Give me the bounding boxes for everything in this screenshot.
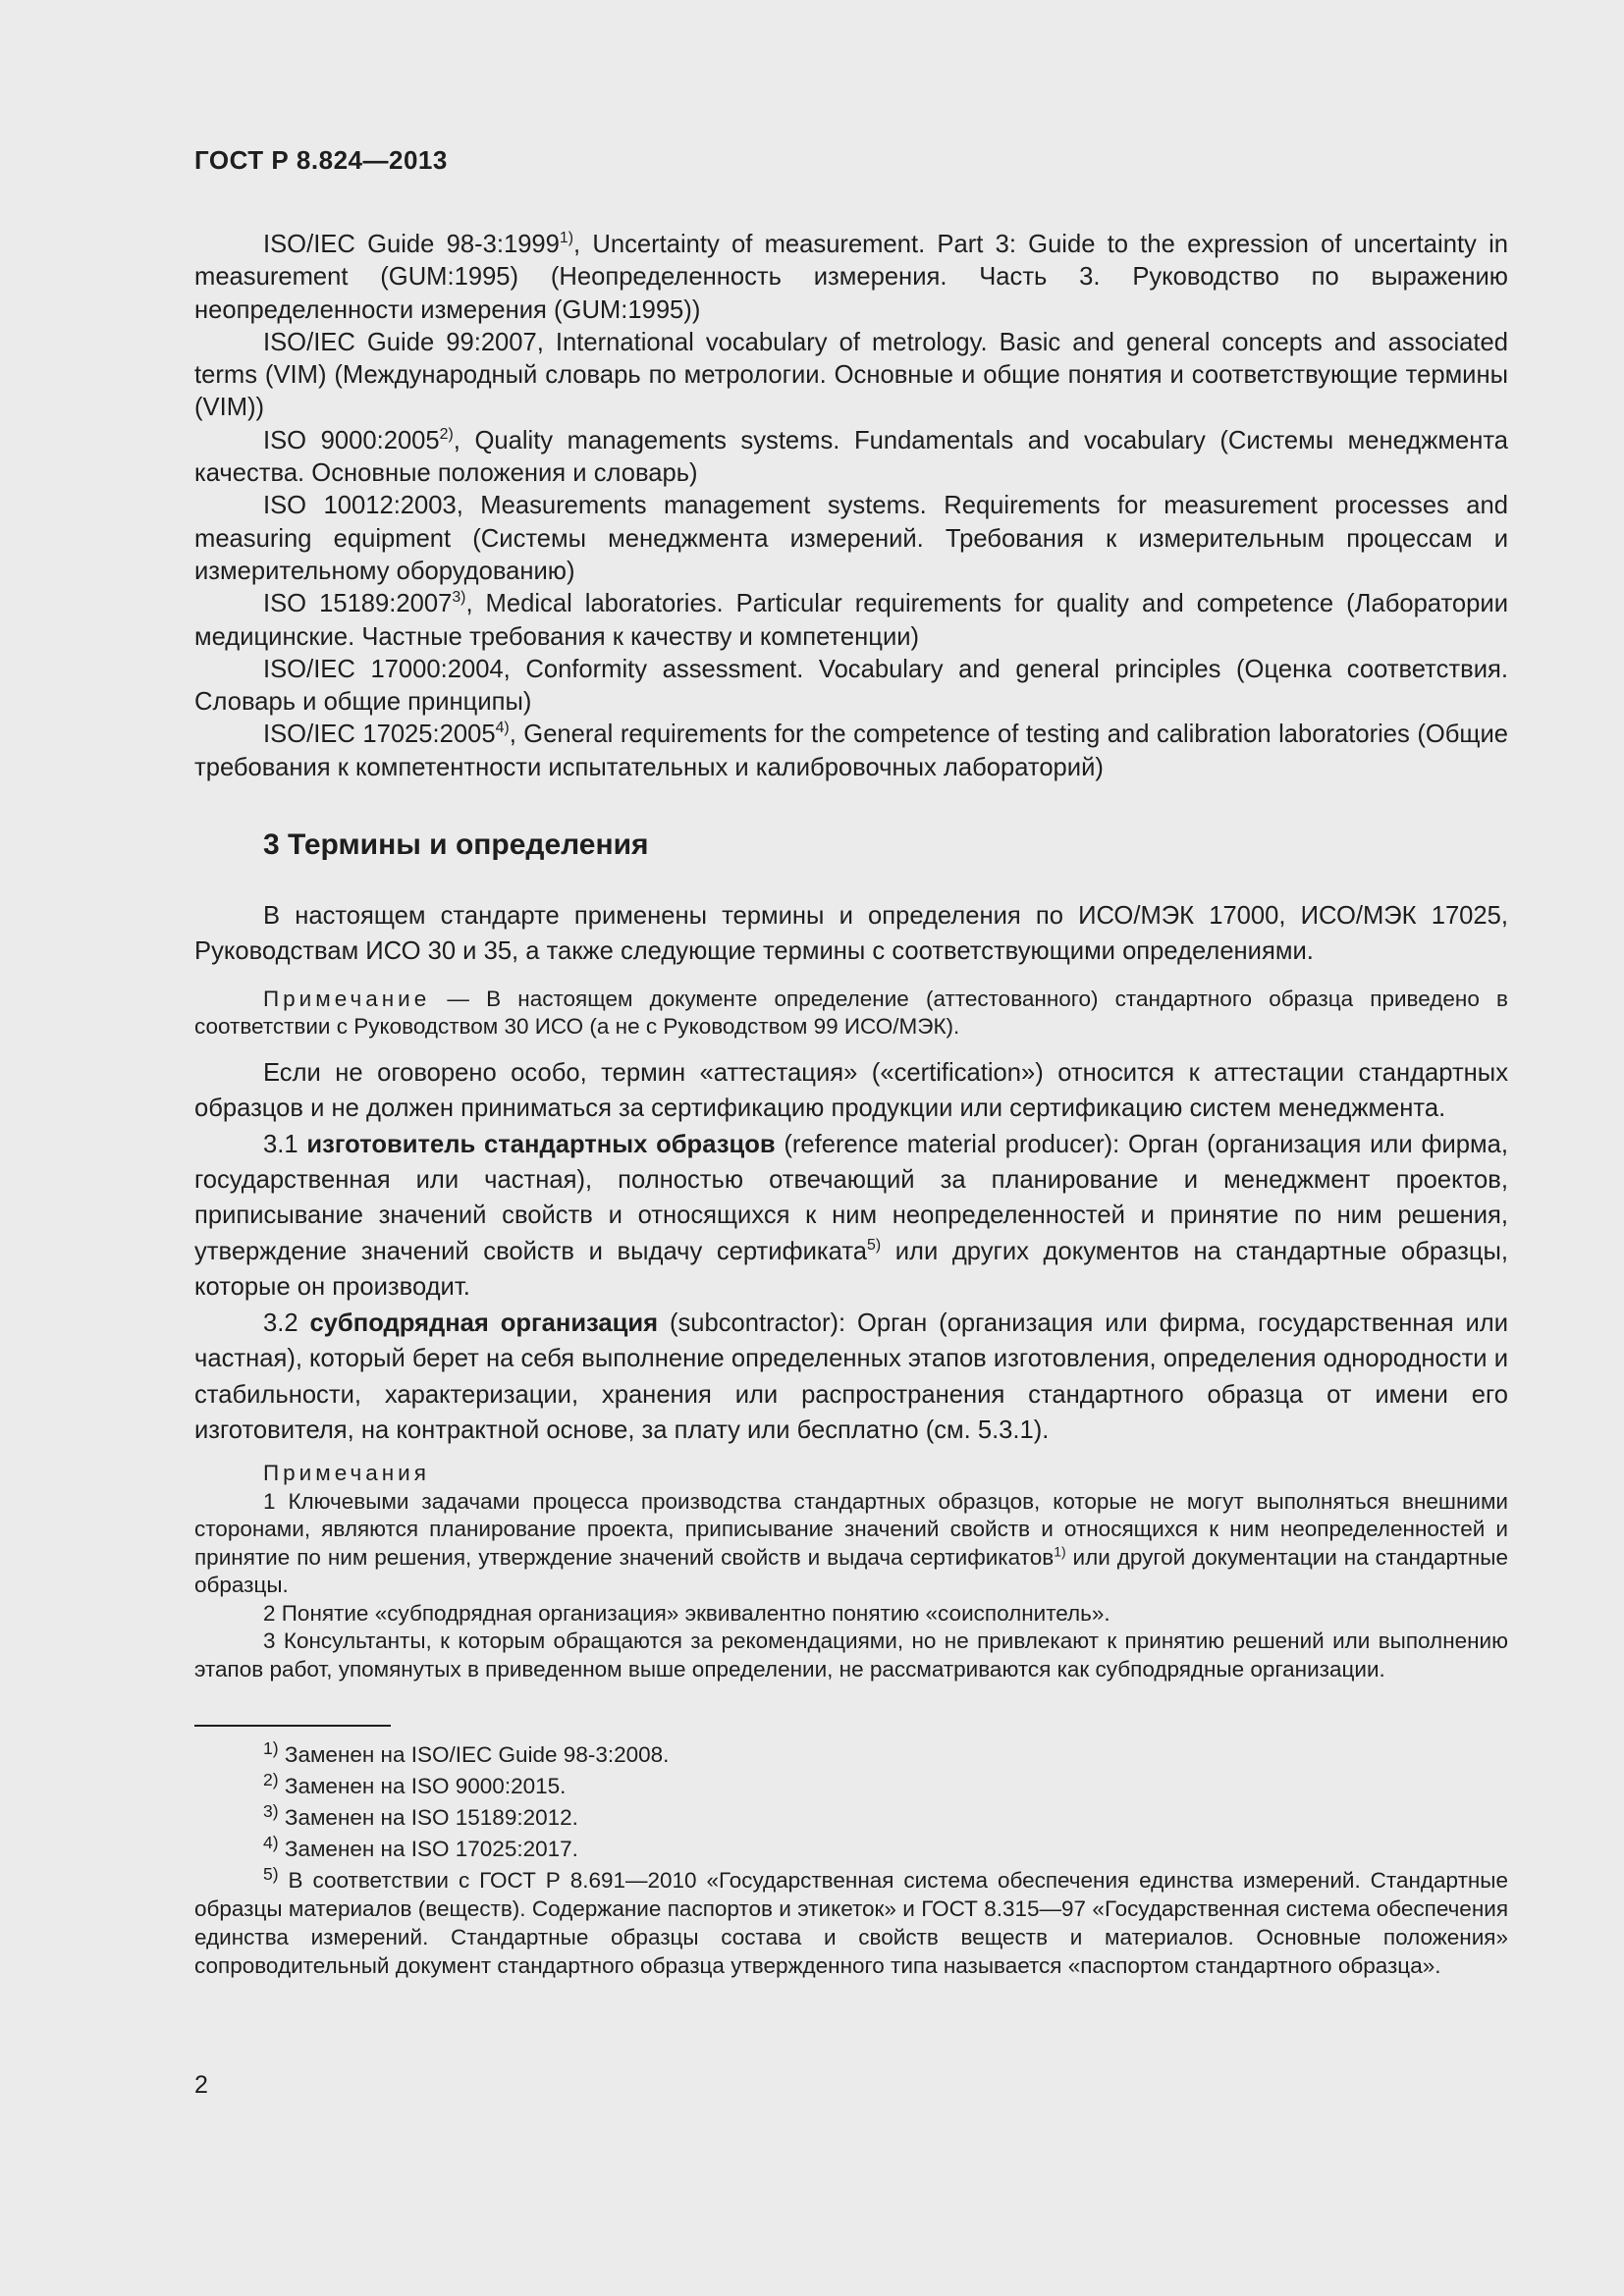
note-label: Примечание [263,986,431,1011]
section-heading: 3 Термины и определения [263,828,649,862]
page-header: ГОСТ Р 8.824—2013 [194,145,448,175]
section-intro: В настоящем стандарте применены термины и определения по ИСО/МЭК 17000, ИСО/МЭК 17025, Руководствам ИСО 30 и 35, а также следующие термины с соответствующими определениями. [194,902,1508,966]
footnote-item: $^{1)}$ Заменен на ISO/IEC Guide 98-3:2008. [263,1738,670,1768]
footnote-item: $^{5)}$ В соответствии с ГОСТ Р 8.691—2010 «Государственная система обеспечения единства измерений. Стандартные образцы материалов (веществ). Содержание паспортов и этикеток» и ГОСТ 8.315—97 «Государственная система обеспечения единства измерений. Стандартные образцы состава и свойств веществ и материалов. Основные положения» сопроводительный документ стандартного образца утвержденного типа называется «паспортом стандартного образца». [194,1864,1508,1979]
reference-item: ISO 15189:2007$^{3)}$, Medical laboratories. Particular requirements for quality and competence (Лаборатории медицинские. Частные требования к качеству и компетенции) [194,589,1508,651]
normative-references [194,229,1508,784]
footnotes [194,1740,1508,1980]
term-name: субподрядная организация [309,1308,659,1337]
term-definition-3-1: 3.1 изготовитель стандартных образцов (reference material producer): Орган (организация или фирма, государственная или частная), полностью отвечающий за планирование и менеджмент проектов, приписывание значений свойств и относящихся к ним неопределенностей и принятие по ним решения, утверждение значений свойств и выдачу сертификата$^{5)}$ или других документов на стандартные образцы, которые он производит. [194,1130,1508,1302]
term-name: изготовитель стандартных образцов [306,1130,776,1158]
reference-item: ISO/IEC Guide 99:2007, International vocabulary of metrology. Basic and general concepts and associated terms (VIM) (Международный словарь по метрологии. Основные и общие понятия и соответствующие термины (VIM)) [194,328,1508,422]
footnote-separator [194,1725,391,1727]
note-paragraph: Примечание — В настоящем документе определение (аттестованного) стандартного образца приведено в соответствии с Руководством 30 ИСО (а не с Руководством 99 ИСО/МЭК). [194,986,1508,1040]
reference-item: ISO/IEC 17025:2005$^{4)}$, General requirements for the competence of testing and calibration laboratories (Общие требования к компетентности испытательных и калибровочных лабораторий) [194,720,1508,781]
footnote-item: $^{3)}$ Заменен на ISO 15189:2012. [263,1801,578,1831]
certification-paragraph: Если не оговорено особо, термин «аттестация» («certification») относится к аттестации стандартных образцов и не должен приниматься за сертификацию продукции или сертификацию систем менеджмента. [194,1058,1508,1123]
note-item-3: 3 Консультанты, к которым обращаются за рекомендациями, но не привлекают к принятию решений или выполнению этапов работ, упомянутых в приведенном выше определении, не рассматриваются как субподрядные организации. [194,1629,1508,1682]
page-number: 2 [194,2071,208,2099]
notes-block [194,1460,1508,1683]
note-item-2: 2 Понятие «субподрядная организация» эквивалентно понятию «соисполнитель». [263,1600,1110,1626]
footnote-item: $^{2)}$ Заменен на ISO 9000:2015. [263,1770,567,1799]
reference-item: ISO/IEC Guide 98-3:1999$^{1)}$, Uncertainty of measurement. Part 3: Guide to the expression of uncertainty in measurement (GUM:1995) (Неопределенность измерения. Часть 3. Руководство по выражению неопределенности измерения (GUM:1995)) [194,230,1509,324]
page-content [194,145,1508,1983]
term-definition-3-2: 3.2 субподрядная организация (subcontractor): Орган (организация или фирма, государственная или частная), который берет на себя выполнение определенных этапов изготовления, определения однородности и стабильности, характеризации, хранения или распространения стандартного образца от имени его изготовителя, на контрактной основе, за плату или бесплатно (см. 5.3.1). [194,1308,1509,1444]
reference-item: ISO 10012:2003, Measurements management systems. Requirements for measurement processes and measuring equipment (Системы менеджмента измерений. Требования к измерительным процессам и измерительному оборудованию) [194,492,1508,585]
footnote-item: $^{4)}$ Заменен на ISO 17025:2017. [263,1833,578,1862]
notes-label: Примечания [263,1461,430,1486]
note-item-1: 1 Ключевыми задачами процесса производства стандартных образцов, которые не могут выполняться внешними сторонами, являются планирование проекта, приписывание значений свойств и относящихся к ним неопределенностей и принятие по ним решения, утверждение значений свойств и выдача сертификатов$^{1)}$ или другой документации на стандартные образцы. [194,1488,1508,1598]
reference-item: ISO 9000:2005$^{2)}$, Quality managements systems. Fundamentals and vocabulary (Системы менеджмента качества. Основные положения и словарь) [194,425,1508,488]
reference-item: ISO/IEC 17000:2004, Conformity assessment. Vocabulary and general principles (Оценка соответствия. Словарь и общие принципы) [194,655,1508,717]
